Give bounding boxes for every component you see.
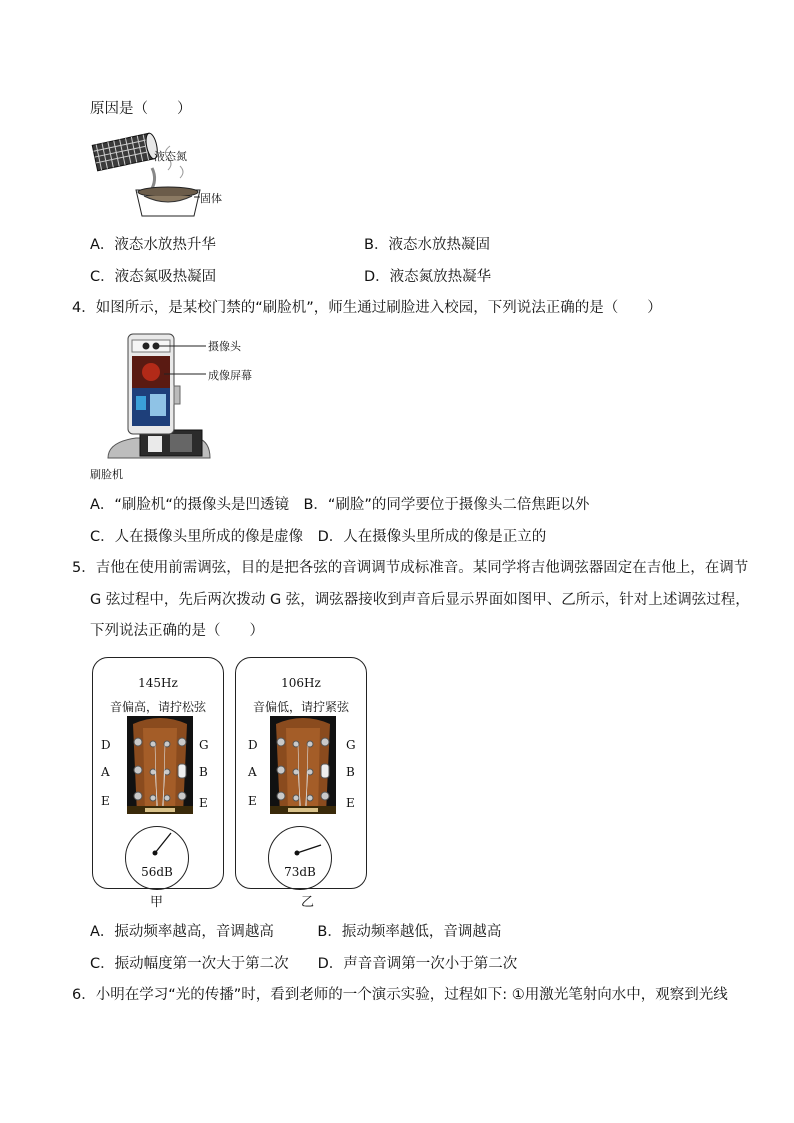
tuner-jia	[92, 657, 224, 889]
tuner-caption-jia: 甲	[150, 895, 164, 910]
volume-gauge	[125, 826, 189, 890]
gauge-db-value: 56dB	[141, 865, 173, 879]
string-label: E	[199, 796, 208, 810]
q4-options-cd: C．人在摄像头里所成的像是虚像 D．人在摄像头里所成的像是正立的	[90, 529, 547, 545]
question-fragment: 原因是（ ）	[90, 101, 192, 117]
string-label: E	[346, 796, 355, 810]
label-liquid-nitrogen: 液态氮	[154, 150, 187, 163]
tuner-yi	[235, 657, 367, 889]
q3-option-c: C．液态氮吸热凝固	[90, 269, 217, 285]
tuner-frequency: 145Hz	[138, 676, 178, 690]
label-solid: 固体	[200, 192, 222, 205]
guitar-head-image	[270, 716, 336, 814]
tuner-frequency: 106Hz	[281, 676, 321, 690]
string-label: G	[199, 738, 209, 752]
string-label: E	[101, 794, 110, 808]
string-label: B	[346, 765, 355, 779]
string-label: G	[346, 738, 356, 752]
face-machine-figure	[88, 330, 268, 482]
string-label: D	[248, 738, 258, 752]
volume-gauge	[268, 826, 332, 890]
label-machine: 刷脸机	[90, 468, 123, 481]
q3-option-d: D．液态氮放热凝华	[364, 269, 492, 285]
string-label: D	[101, 738, 111, 752]
q3-option-b: B．液态水放热凝固	[364, 237, 490, 253]
label-screen: 成像屏幕	[208, 369, 252, 382]
string-label: B	[199, 765, 208, 779]
tuner-hint: 音偏高，请拧松弦	[109, 700, 206, 714]
guitar-head-image	[127, 716, 193, 814]
q5-options-ab: A．振动频率越高，音调越高 B．振动频率越低，音调越高	[90, 924, 502, 940]
q6-stem: 6．小明在学习“光的传播”时，看到老师的一个演示实验，过程如下: ①用激光笔射向水中，观察到光线	[72, 987, 728, 1003]
q5-stem-line2: G 弦过程中，先后两次拨动 G 弦，调弦器接收到声音后显示界面如图甲、乙所示，针对上述调弦过程，	[90, 592, 750, 608]
q5-stem-line1: 5．吉他在使用前需调弦，目的是把各弦的音调调节成标准音。某同学将吉他调弦器固定在吉他上，在调节	[72, 560, 749, 576]
q4-options-ab: A．“刷脸机“的摄像头是凹透镜 B．“刷脸”的同学要位于摄像头二倍焦距以外	[90, 497, 590, 513]
label-camera: 摄像头	[208, 340, 241, 353]
q3-option-a: A．液态水放热升华	[90, 237, 216, 253]
string-label: A	[248, 765, 257, 779]
string-label: A	[101, 765, 110, 779]
liquid-nitrogen-figure	[88, 130, 248, 222]
string-label: E	[248, 794, 257, 808]
tuner-hint: 音偏低，请拧紧弦	[252, 700, 349, 714]
gauge-db-value: 73dB	[284, 865, 316, 879]
q4-stem: 4．如图所示，是某校门禁的“刷脸机”，师生通过刷脸进入校园，下列说法正确的是（ ）	[72, 300, 662, 316]
q5-options-cd: C．振动幅度第一次大于第二次 D．声音音调第一次小于第二次	[90, 956, 518, 972]
tuner-caption-yi: 乙	[301, 895, 315, 910]
q5-stem-line3: 下列说法正确的是（ ）	[90, 623, 264, 639]
